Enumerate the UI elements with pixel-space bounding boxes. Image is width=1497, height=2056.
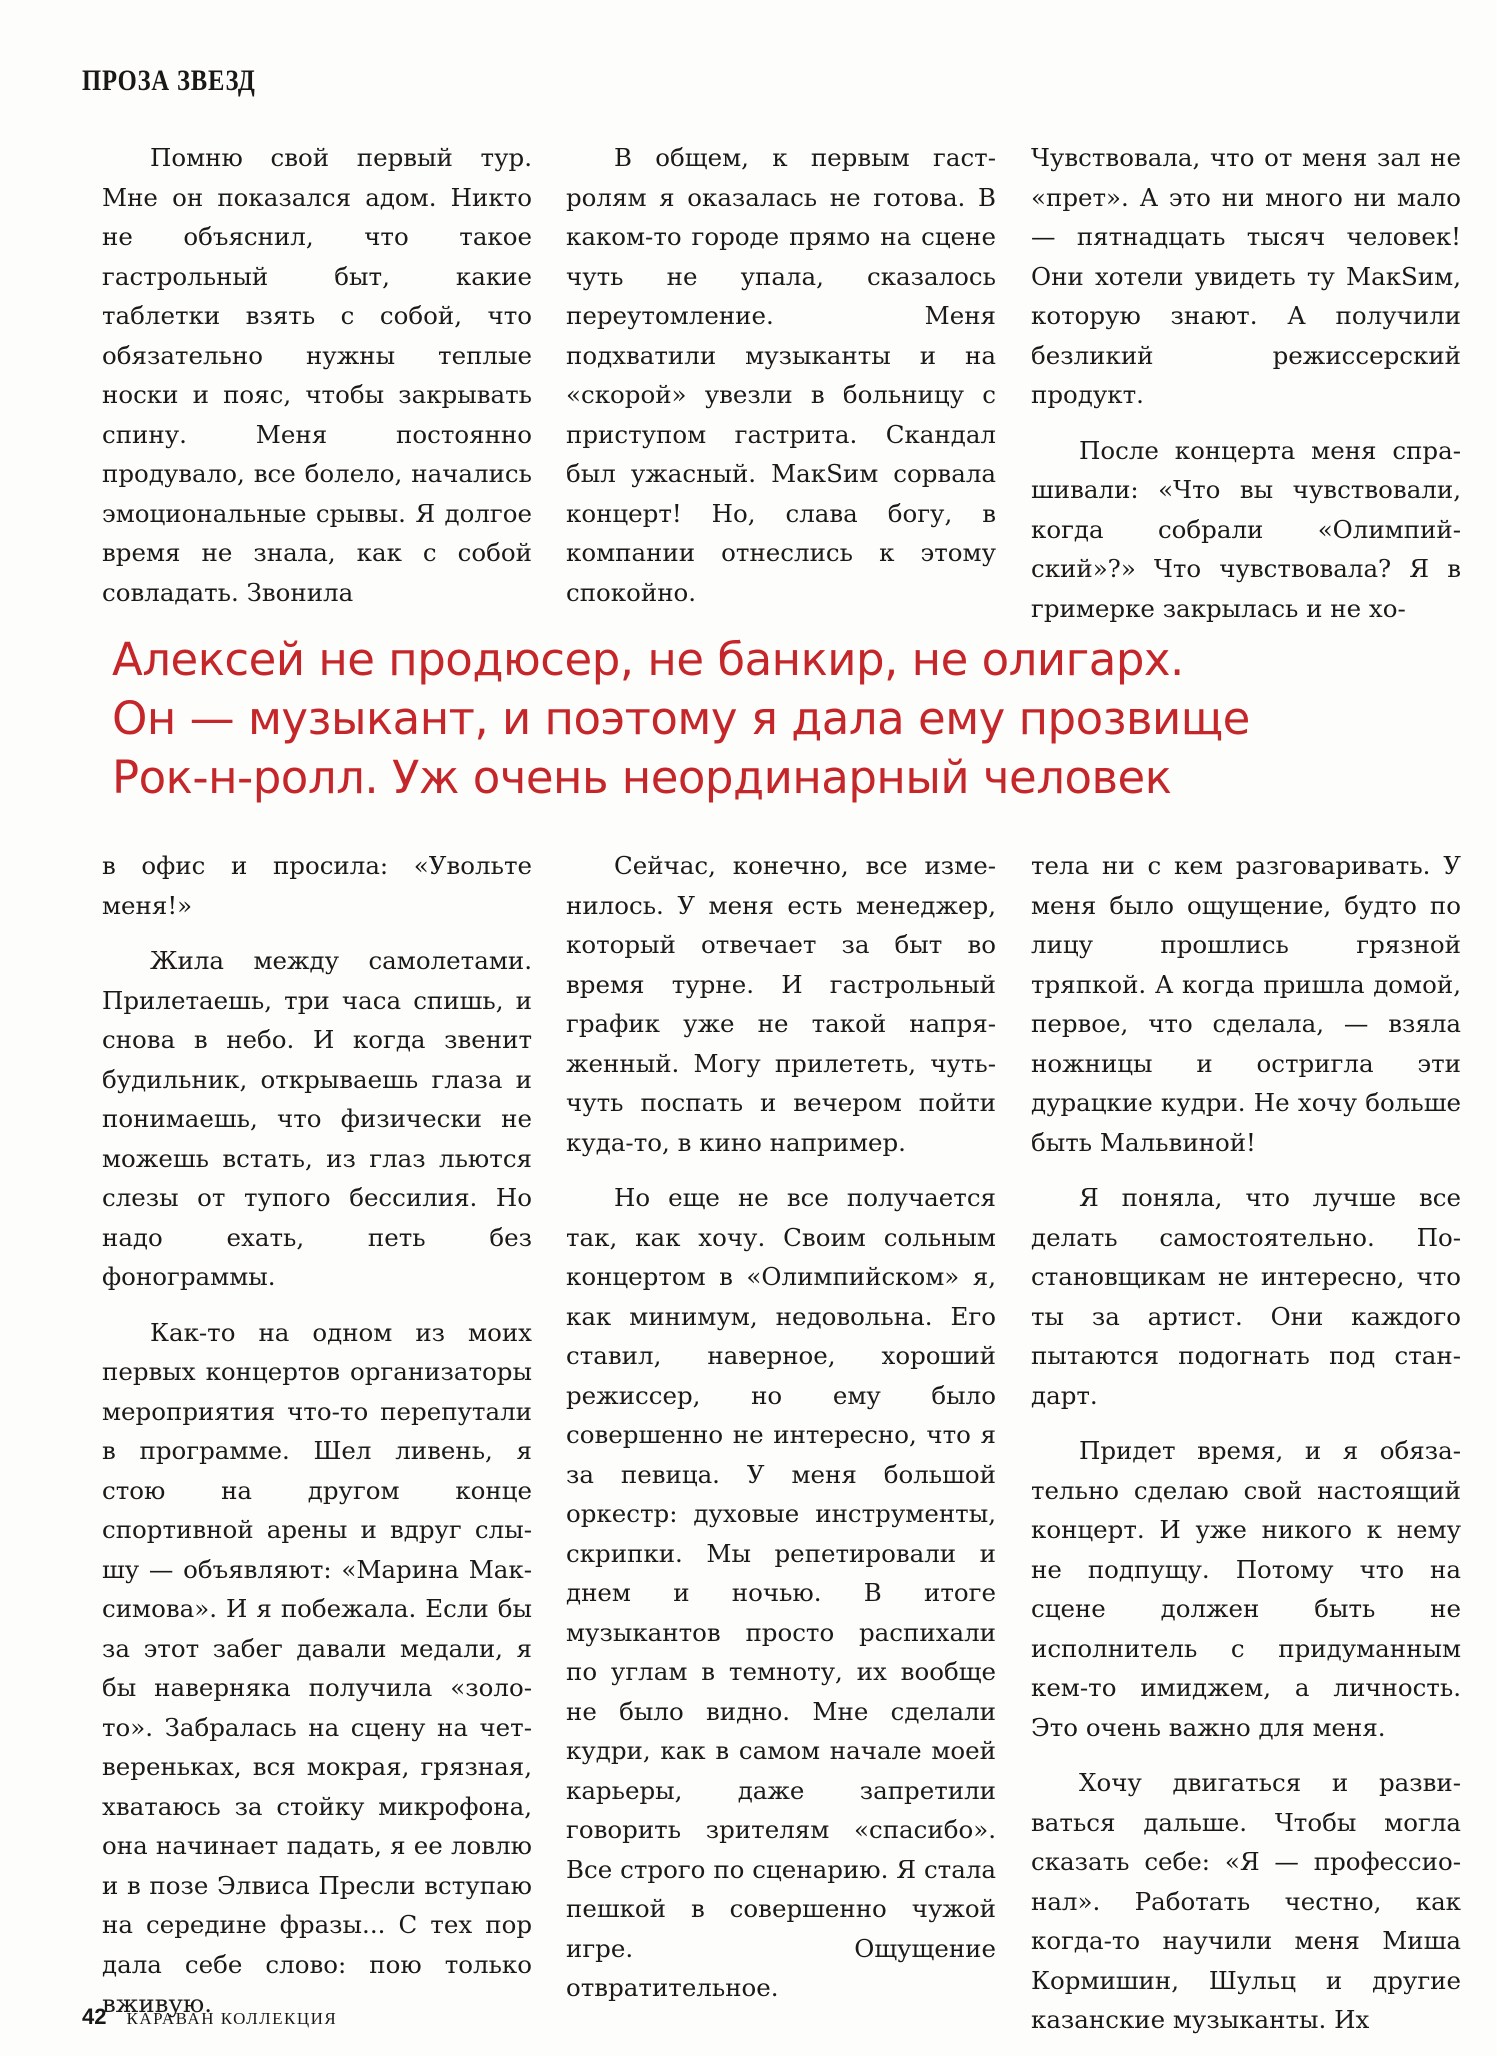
pull-quote-line: Рок-н-ролл. Уж очень неординарный человек bbox=[112, 751, 1172, 804]
bottom-column-1 bbox=[102, 846, 532, 2040]
paragraph: в офис и просила: «Увольте меня!» bbox=[102, 851, 532, 920]
page-footer bbox=[82, 2004, 337, 2030]
top-column-2 bbox=[566, 138, 996, 628]
top-column-1 bbox=[102, 138, 532, 628]
paragraph: После концерта меня спрашивали: «Что вы чувствовали, когда собрали «Олимпийский»?» Что чувствовала? Я в гримерке закрылась и не хо- bbox=[1031, 435, 1461, 623]
section-header: ПРОЗА ЗВЕЗД bbox=[82, 64, 256, 97]
top-column-3 bbox=[1031, 138, 1461, 644]
pull-quote-line: Алексей не продюсер, не банкир, не олигарх. bbox=[112, 633, 1184, 686]
paragraph: Чувствовала, что от меня зал не «прет». А это ни много ни мало — пятнадцать тысяч человек! Они хотели увидеть ту МакSим, которую знают. А получили безликий режиссерский продукт. bbox=[1031, 143, 1461, 409]
paragraph: тела ни с кем разговаривать. У меня было ощущение, будто по лицу прошлись грязной тряпкой. А когда пришла домой, первое, что сделала, — взяла ножницы и остригла эти дурацкие кудри. Не хочу больше быть Мальвиной! bbox=[1031, 851, 1461, 1157]
pull-quote-line: Он — музыкант, и поэтому я дала ему прозвище bbox=[112, 692, 1250, 745]
magazine-title: КАРАВАН КОЛЛЕКЦИЯ bbox=[126, 2009, 338, 2028]
paragraph: Хочу двигаться и развиваться дальше. Чтобы могла сказать себе: «Я — профессионал». Работать честно, как когда-то научили меня Миша Кормишин, Шульц и другие казанские музыканты. Их bbox=[1031, 1768, 1461, 2034]
paragraph: Жила между самолетами. Прилетаешь, три часа спишь, и снова в небо. И когда звенит будильник, открываешь глаза и понимаешь, что физически не можешь встать, из глаз льются слезы от тупого бессилия. Но надо ехать, петь без фонограммы. bbox=[102, 946, 532, 1291]
page-number: 42 bbox=[82, 2004, 107, 2029]
paragraph: Я поняла, что лучше все делать самостоятельно. Постановщикам не интересно, что ты за артист. Они каждого пытаются подогнать под стандарт. bbox=[1031, 1183, 1461, 1410]
paragraph: Как-то на одном из моих первых концертов организаторы мероприятия что-то перепутали в программе. Шел ливень, я стою на другом конце спортивной арены и вдруг слышу — объявляют: «Марина Максимова». И я побежала. Если бы за этот забег давали медали, я бы наверняка получила «золото». Забралась на сцену на четвереньках, вся мокрая, грязная, хватаюсь за стойку микрофона, она начинает падать, я ее ловлю и в позе Элвиса Пресли вступаю на середине фразы... С тех пор дала себе слово: пою только вживую. bbox=[102, 1317, 532, 2018]
paragraph: Сейчас, конечно, все изменилось. У меня есть менеджер, который отвечает за быт во время турне. И гастрольный график уже не такой напряженный. Могу прилететь, чуть-чуть поспать и вечером пойти куда-то, в кино например. bbox=[566, 851, 996, 1157]
paragraph: Но еще не все получается так, как хочу. Своим сольным концертом в «Олимпийском» я, как минимум, недовольна. Его ставил, наверное, хороший режиссер, но ему было совершенно не интересно, что я за певица. У меня большой оркестр: духовые инструменты, скрипки. Мы репетировали и днем и ночью. В итоге музыкантов просто распихали по углам в темноту, их вообще не было видно. Мне сделали кудри, как в самом начале моей карьеры, даже запретили говорить зрителям «спасибо». Все строго по сценарию. Я стала пешкой в совершенно чужой игре. Ощущение отвратительное. bbox=[566, 1183, 996, 2002]
bottom-column-3 bbox=[1031, 846, 1461, 2056]
paragraph: Помню свой первый тур. Мне он показался адом. Никто не объяснил, что такое гастрольный быт, какие таблетки взять с собой, что обязательно нужны теплые носки и пояс, чтобы закрывать спину. Меня постоянно продувало, все болело, начались эмоциональные срывы. Я долгое время не знала, как с собой совладать. Звонила bbox=[102, 143, 532, 607]
paragraph: Придет время, и я обязательно сделаю свой настоящий концерт. И уже никого к нему не подпущу. Потому что на сцене должен быть не исполнитель с придуманным кем-то имиджем, а личность. Это очень важно для меня. bbox=[1031, 1436, 1461, 1742]
bottom-column-2 bbox=[566, 846, 996, 2024]
paragraph: В общем, к первым гастролям я оказалась не готова. В каком-то городе прямо на сцене чуть не упала, сказалось переутомление. Меня подхватили музыканты и на «скорой» увезли в больницу с приступом гастрита. Скандал был ужасный. МакSим сорвала концерт! Но, слава богу, в компании отнеслись к этому спокойно. bbox=[566, 143, 996, 607]
pull-quote bbox=[112, 630, 1412, 807]
